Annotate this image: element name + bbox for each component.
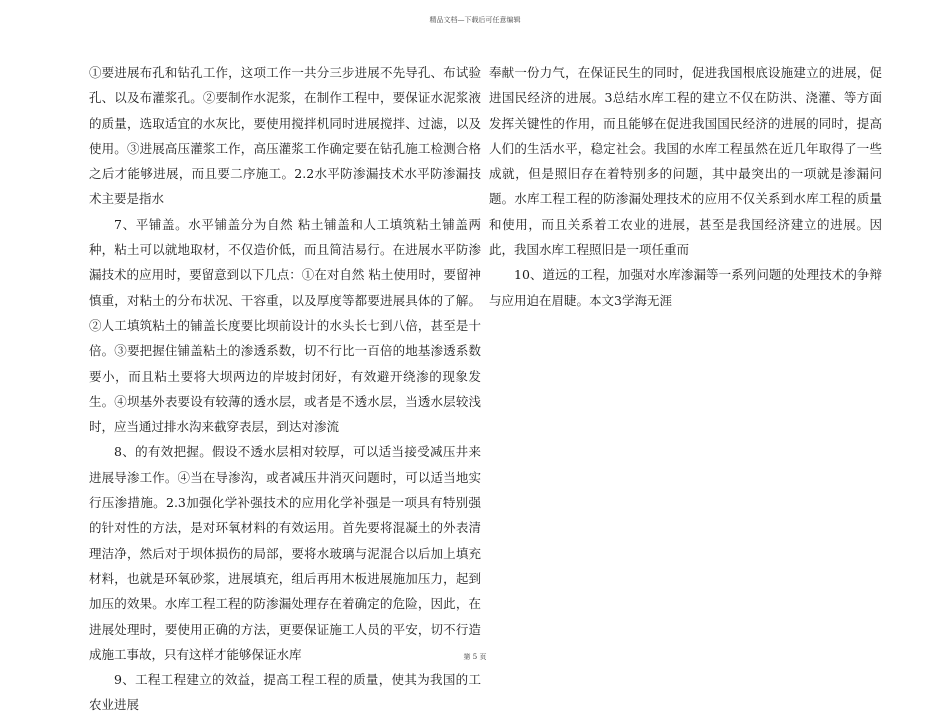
left-column: [89, 60, 481, 718]
paragraph: ①要进展布孔和钻孔工作，这项工作一共分三步进展不先导孔、布试验孔、以及布灌浆孔。②要制作水泥浆，在制作工程中，要保证水泥浆液的质量，选取适宜的水灰比，要使用搅拌机同时进展搅拌、过滤，以及使用。③进展高压灌浆工作，高压灌浆工作确定要在钻孔施工检测合格之后才能够进展，而且要二序施工。2.2水平防渗漏技术水平防渗漏技术主要是指水: [89, 65, 481, 207]
paragraph: 7、平铺盖。水平铺盖分为自然 粘土铺盖和人工填筑粘土铺盖两种，粘土可以就地取材，不仅造价低，而且简洁易行。在进展水平防渗漏技术的应用时，要留意到以下几点：①在对自然 粘土使用时，要留神慎重，对粘土的分布状况、干容重，以及厚度等都要进展具体的了解。②人工填筑粘土的铺盖长度要比坝前设计的水头长七到八倍，甚至是十倍。③要把握住铺盖粘土的渗透系数，切不行比一百倍的地基渗透系数要小，而且粘土要将大坝两边的岸坡封闭好，有效避开绕渗的现象发生。④坝基外表要设有较薄的透水层，或者是不透水层，当透水层较浅时，应当通过排水沟来截穿表层，到达对渗流: [89, 216, 481, 435]
paragraph: 10、道远的工程，加强对水库渗漏等一系列问题的处理技术的争辩与应用迫在眉睫。本文3学海无涯: [489, 267, 882, 308]
paragraph: 奉献一份力气，在保证民生的同时，促进我国根底设施建立的进展，促进国民经济的进展。3总结水库工程的建立不仅在防洪、浇灌、等方面发挥关键性的作用，而且能够在促进我国国民经济的进展的同时，提高人们的生活水平，稳定社会。我国的水库工程虽然在近几年取得了一些成就，但是照旧存在着特别多的问题，其中最突出的一项就是渗漏问题。水库工程工程的防渗漏处理技术的应用不仅关系到水库工程的质量和使用，而且关系着工农业的进展，甚至是我国经济建立的进展。因此，我国水库工程照旧是一项任重而: [489, 65, 882, 258]
page-number: 第 5 页: [463, 653, 487, 661]
paragraph: 8、的有效把握。假设不透水层相对较厚，可以适当接受减压井来进展导渗工作。④当在导渗沟，或者减压井消灭问题时，可以适当地实行压渗措施。2.3加强化学补强技术的应用化学补强是一项具有特别强的针对性的方法，是对环氧材料的有效运用。首先要将混凝土的外表清理洁净，然后对于坝体损伤的局部，要将水玻璃与泥混合以后加上填充材料，也就是环氧砂浆，进展填充，组后再用木板进展施加压力，起到加压的效果。水库工程工程的防渗漏处理存在着确定的危险，因此，在进展处理时，要使用正确的方法，更要保证施工人员的平安，切不行造成施工事故，只有这样才能够保证水库: [89, 444, 481, 662]
right-column: [489, 60, 882, 313]
page-header: 精品文档—下载后可任意编辑: [429, 16, 521, 24]
paragraph: 9、工程工程建立的效益，提高工程工程的质量，使其为我国的工农业进展: [89, 672, 481, 713]
